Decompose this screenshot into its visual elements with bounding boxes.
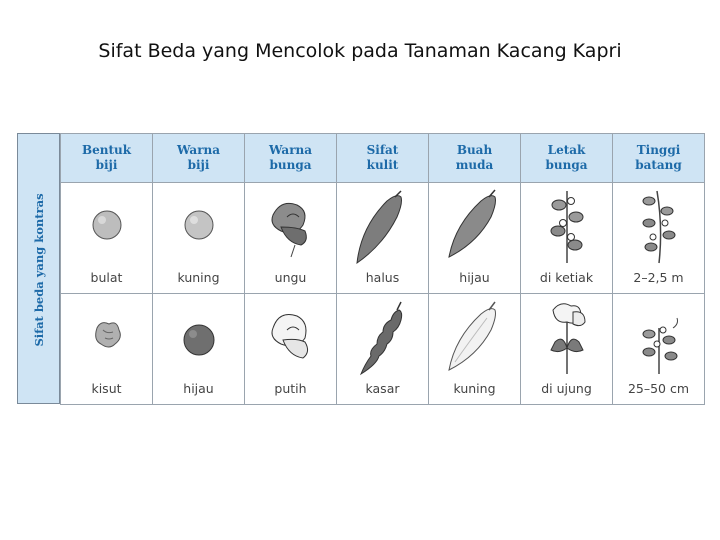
table-cell [153,294,245,405]
table-cell [337,294,429,405]
trait-caption: hijau [183,381,214,396]
green-seed-illustration [153,298,244,376]
axial-flower-plant-illustration [521,187,612,265]
trait-caption: kuning [177,270,220,285]
column-header: Bentuk biji [61,134,153,183]
column-header: Warna biji [153,134,245,183]
column-header: Tinggi batang [613,134,705,183]
constricted-pod-illustration [337,298,428,376]
table-cell [429,294,521,405]
table-cell [521,183,613,294]
table-cell [61,294,153,405]
table-cell [153,183,245,294]
column-header: Letak bunga [521,134,613,183]
column-header: Warna bunga [245,134,337,183]
trait-caption: putih [274,381,307,396]
table-cell [61,183,153,294]
table-cell [245,183,337,294]
table-cell [521,294,613,405]
trait-caption: kisut [91,381,122,396]
yellow-pod-illustration [429,298,520,376]
round-seed-illustration [61,187,152,265]
trait-row [61,294,705,405]
trait-figure [17,133,705,404]
column-header: Sifat kulit [337,134,429,183]
trait-caption: di ketiak [539,270,594,285]
trait-caption: halus [365,270,400,285]
trait-caption: 2–2,5 m [633,270,684,285]
trait-caption: kasar [365,381,400,396]
trait-row [61,183,705,294]
purple-flower-illustration [245,187,336,265]
table-cell [337,183,429,294]
table-cell [613,183,705,294]
trait-caption: bulat [90,270,123,285]
trait-caption: ungu [274,270,307,285]
trait-caption: 25–50 cm [627,381,690,396]
slide-title: Sifat Beda yang Mencolok pada Tanaman Kacang Kapri [98,40,622,62]
white-flower-illustration [245,298,336,376]
yellow-seed-illustration [153,187,244,265]
trait-caption: di ujung [541,381,592,396]
short-plant-illustration [613,298,704,376]
terminal-flower-plant-illustration [521,298,612,376]
table-cell [245,294,337,405]
green-pod-illustration [429,187,520,265]
table-cell [429,183,521,294]
trait-caption: kuning [453,381,496,396]
side-header [17,133,60,404]
trait-table [60,133,705,405]
table-cell [613,294,705,405]
smooth-pod-illustration [337,187,428,265]
column-header: Buah muda [429,134,521,183]
trait-caption: hijau [459,270,490,285]
side-label: Sifat beda yang kontras [32,193,46,347]
wrinkled-seed-illustration [61,298,152,376]
tall-plant-illustration [613,187,704,265]
header-row [61,134,705,183]
